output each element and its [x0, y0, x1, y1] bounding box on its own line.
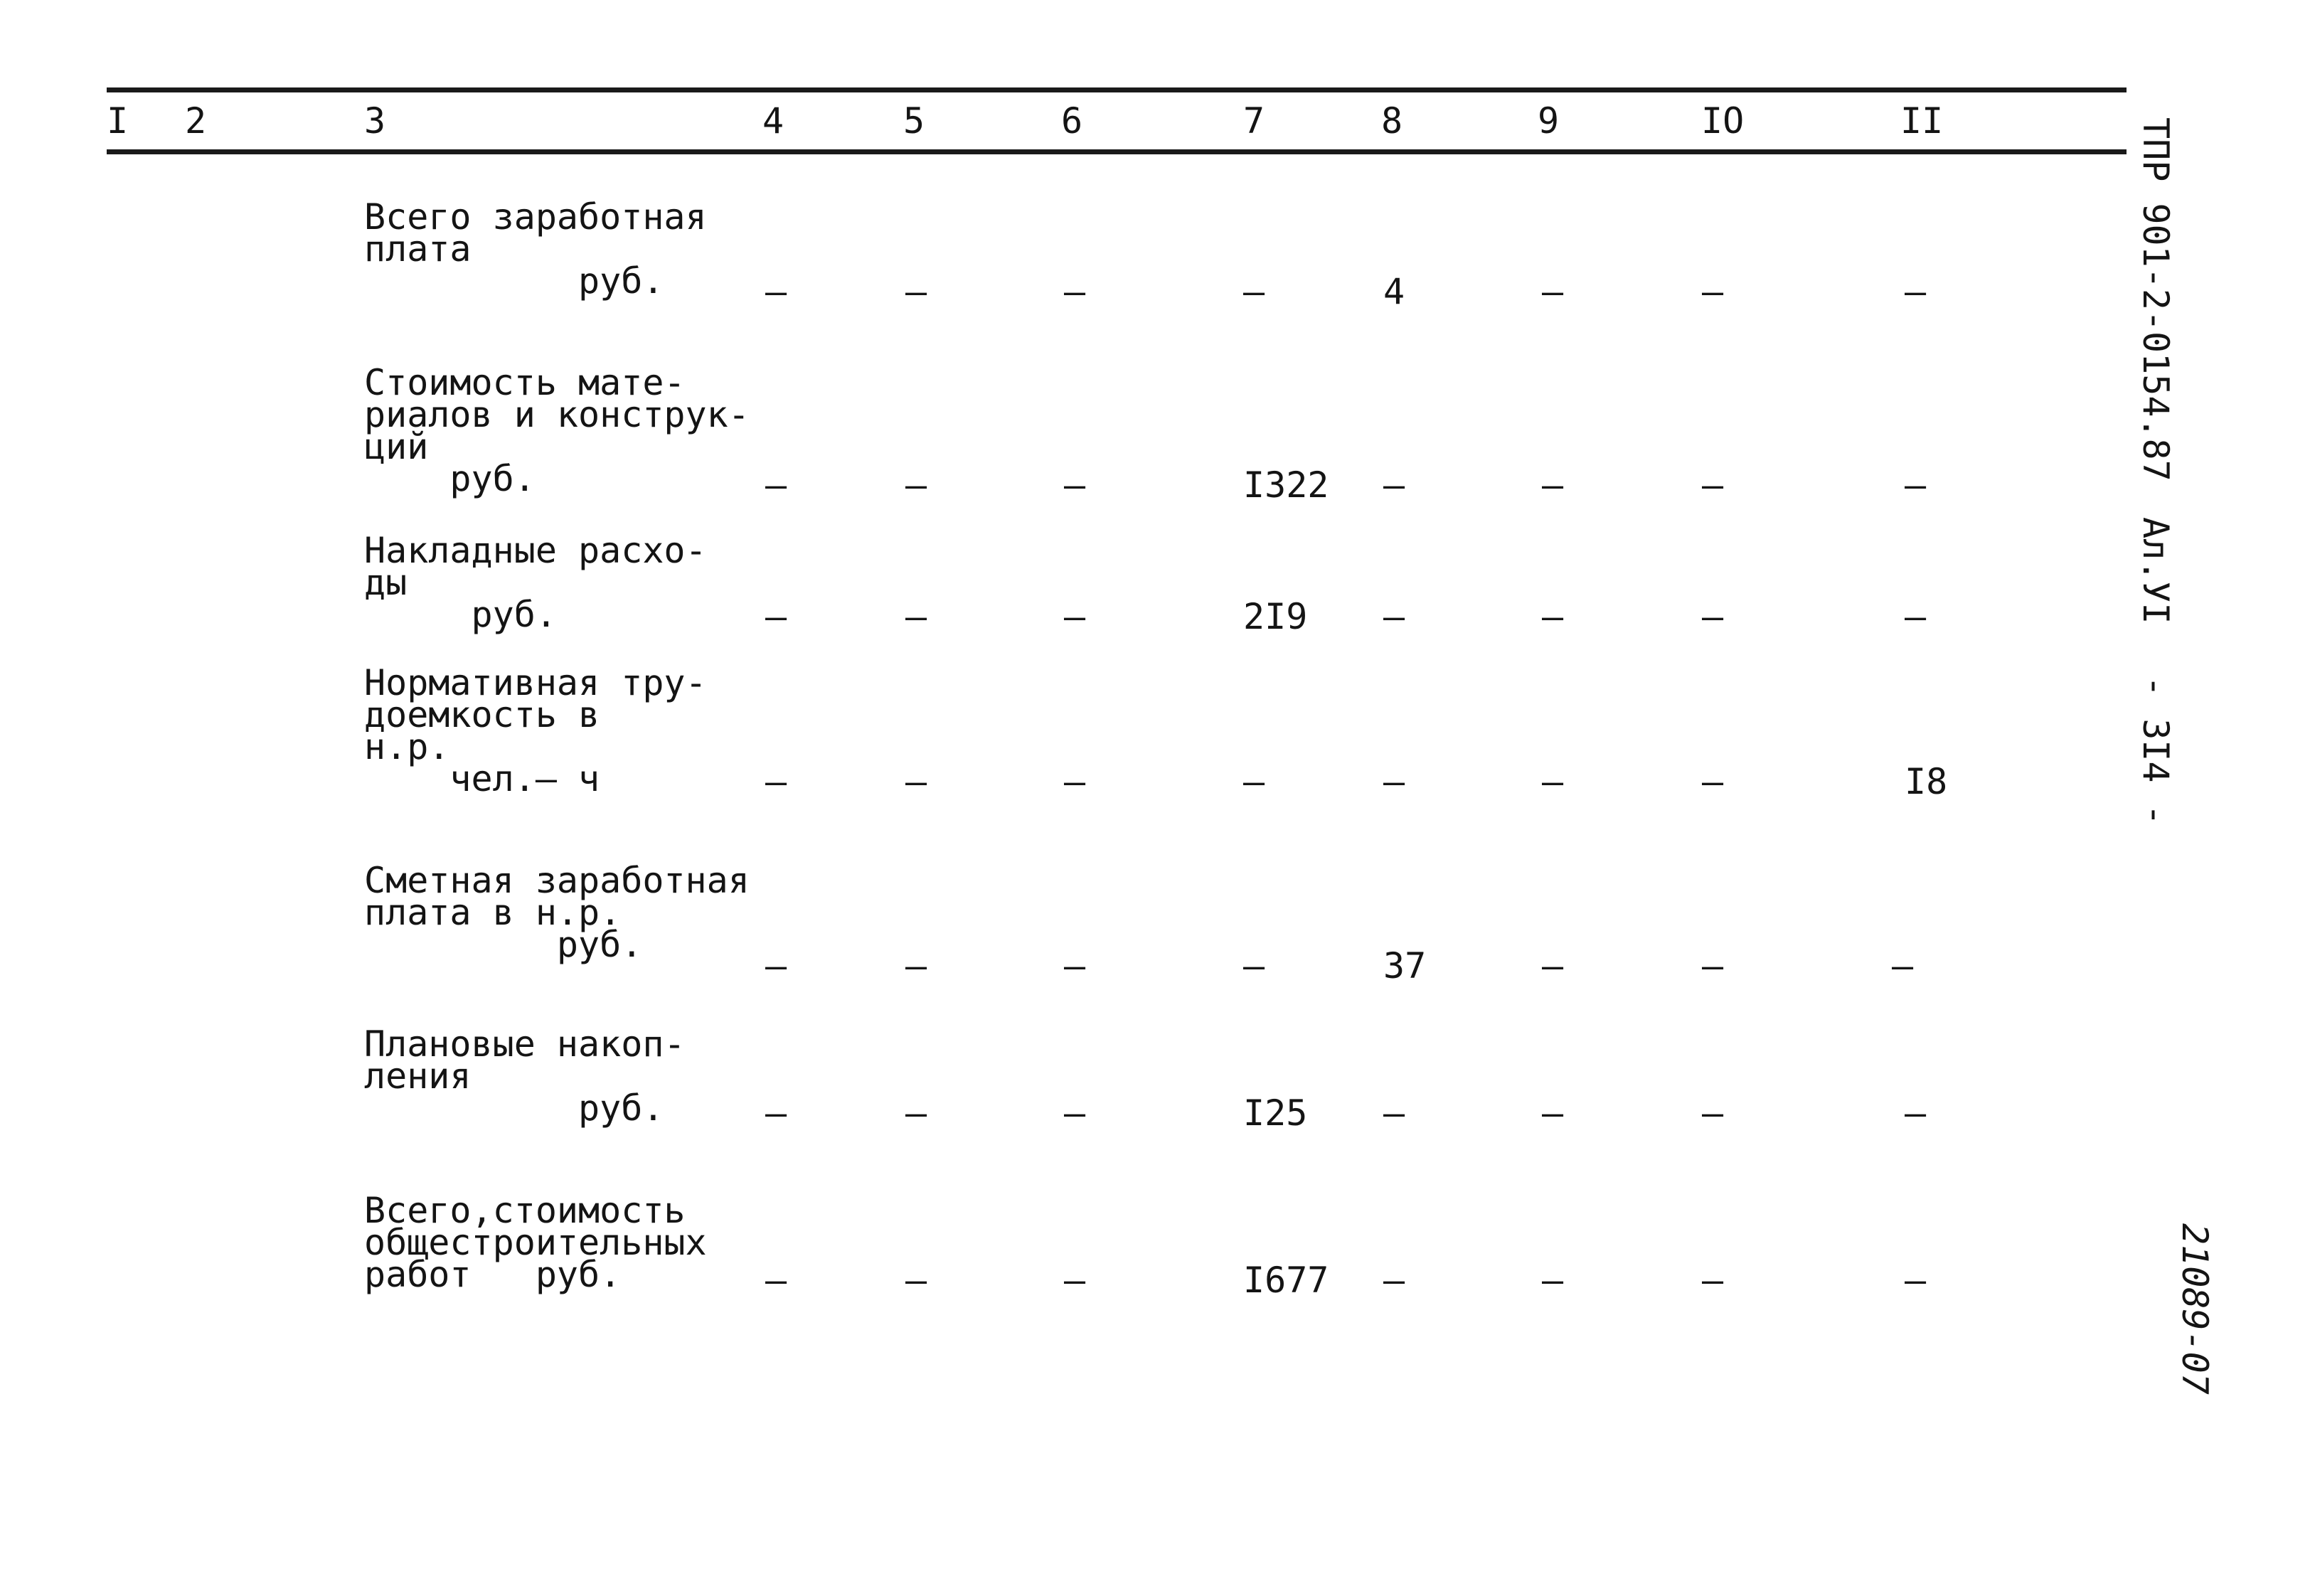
- column-header-8: 8: [1381, 100, 1403, 142]
- row-value-col8: –: [1383, 1092, 1405, 1134]
- column-header-5: 5: [903, 100, 925, 142]
- row-value-col5: –: [905, 1260, 927, 1301]
- row-value-col6: –: [1064, 761, 1086, 802]
- column-header-6: 6: [1061, 100, 1083, 142]
- row-value-col9: –: [1542, 464, 1564, 506]
- row-value-col4: –: [765, 945, 787, 986]
- row-value-col9: –: [1542, 1092, 1564, 1134]
- row-value-col10: –: [1702, 1260, 1724, 1301]
- row-value-col10: –: [1702, 761, 1724, 802]
- row-value-col4: –: [765, 596, 787, 637]
- row-value-col9: –: [1542, 1260, 1564, 1301]
- row-value-col8: –: [1383, 761, 1405, 802]
- header-bottom-rule: [107, 149, 2127, 154]
- column-header-2: 2: [185, 100, 207, 142]
- row-value-col7: I677: [1243, 1260, 1329, 1301]
- row-value-col11: –: [1892, 945, 1914, 986]
- row-value-col4: –: [765, 1092, 787, 1134]
- row-value-col10: –: [1702, 945, 1724, 986]
- row-value-col6: –: [1064, 945, 1086, 986]
- row-value-col11: –: [1905, 1092, 1927, 1134]
- row-value-col7: –: [1243, 271, 1265, 312]
- row-value-col5: –: [905, 464, 927, 506]
- row-value-col6: –: [1064, 271, 1086, 312]
- document-code: ТПР 901-2-0154.87: [2135, 117, 2176, 482]
- column-header-9: 9: [1538, 100, 1560, 142]
- row-value-col6: –: [1064, 1260, 1086, 1301]
- row-value-col9: –: [1542, 761, 1564, 802]
- row-value-col11: I8: [1905, 761, 1948, 802]
- row-value-col10: –: [1702, 464, 1724, 506]
- row-value-col7: 2I9: [1243, 596, 1308, 637]
- row-value-col6: –: [1064, 464, 1086, 506]
- row-value-col7: –: [1243, 945, 1265, 986]
- row-label: Сметная заработная плата в н.р. руб.: [364, 860, 750, 965]
- row-value-col8: 37: [1383, 945, 1427, 986]
- column-header-11: II: [1900, 100, 1944, 142]
- column-header-7: 7: [1243, 100, 1265, 142]
- page-number: - 3I4 -: [2135, 676, 2176, 826]
- row-value-col6: –: [1064, 1092, 1086, 1134]
- row-value-col11: –: [1905, 464, 1927, 506]
- row-value-col4: –: [765, 1260, 787, 1301]
- row-value-col9: –: [1542, 945, 1564, 986]
- row-value-col6: –: [1064, 596, 1086, 637]
- row-label: Всего заработная плата руб.: [364, 196, 707, 302]
- column-header-10: IO: [1701, 100, 1745, 142]
- row-value-col7: I322: [1243, 464, 1329, 506]
- row-label: Всего,стоимость общестроительных работ руб.: [364, 1190, 707, 1295]
- album-number: Ал.УI: [2135, 517, 2176, 624]
- row-value-col11: –: [1905, 1260, 1927, 1301]
- row-value-col7: –: [1243, 761, 1265, 802]
- row-value-col8: –: [1383, 464, 1405, 506]
- row-label: Накладные расхо- ды руб.: [364, 530, 707, 635]
- row-value-col4: –: [765, 271, 787, 312]
- inventory-number: 21089-07: [2174, 1223, 2215, 1395]
- row-value-col9: –: [1542, 271, 1564, 312]
- row-value-col5: –: [905, 596, 927, 637]
- row-value-col10: –: [1702, 1092, 1724, 1134]
- row-value-col8: –: [1383, 1260, 1405, 1301]
- column-header-3: 3: [364, 100, 386, 142]
- column-header-4: 4: [762, 100, 784, 142]
- row-value-col5: –: [905, 271, 927, 312]
- row-value-col4: –: [765, 464, 787, 506]
- row-value-col11: –: [1905, 596, 1927, 637]
- row-value-col4: –: [765, 761, 787, 802]
- row-label: Плановые накоп- ления руб.: [364, 1023, 686, 1129]
- row-value-col8: 4: [1383, 271, 1405, 312]
- row-value-col5: –: [905, 761, 927, 802]
- row-value-col10: –: [1702, 271, 1724, 312]
- row-label: Нормативная тру- доемкость в н.р. чел.– ч: [364, 662, 707, 799]
- row-label: Стоимость мате- риалов и конструк- ций руб.: [364, 362, 750, 499]
- row-value-col10: –: [1702, 596, 1724, 637]
- row-value-col7: I25: [1243, 1092, 1308, 1134]
- header-top-rule: [107, 87, 2127, 92]
- column-header-1: I: [107, 100, 129, 142]
- row-value-col8: –: [1383, 596, 1405, 637]
- row-value-col5: –: [905, 1092, 927, 1134]
- row-value-col11: –: [1905, 271, 1927, 312]
- row-value-col5: –: [905, 945, 927, 986]
- row-value-col9: –: [1542, 596, 1564, 637]
